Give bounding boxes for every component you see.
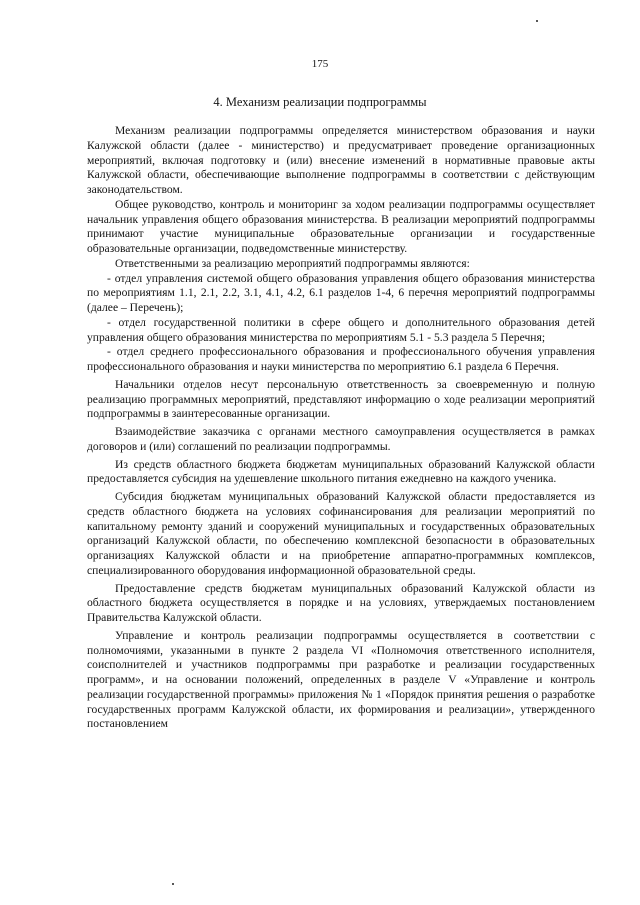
paragraph-general-management: Общее руководство, контроль и мониторинг за ходом реализации подпрограммы осуществляет начальник управления общего образования министерства. В реализации мероприятий подпрограммы принимают участие муниципальные образовательные организации и государственные образовательные организации, подведомственные министерству.	[87, 197, 595, 255]
paragraph-interaction: Взаимодействие заказчика с органами местного самоуправления осуществляется в рамках договоров и (или) соглашений по реализации подпрограммы.	[87, 425, 595, 453]
paragraph-mechanism: Механизм реализации подпрограммы определяется министерством образования и науки Калужской области (далее - министерство) и предусматривает проведение организационных мероприятий, включая подготовку и (или) внесение изменений в нормативные правовые акты Калужской области, обеспечивающие выполнение подпрограммы в соответствии с действующим законодательством.	[87, 124, 595, 196]
paragraph-responsible-intro: Ответственными за реализацию мероприятий подпрограммы являются:	[115, 256, 470, 270]
list-item-responsible: - отдел государственной политики в сфере общего и дополнительного образования детей управления общего образования министерства по мероприятиям 5.1 - 5.3 раздела 5 Перечня;	[87, 315, 595, 344]
list-item-responsible: - отдел среднего профессионального образования и профессионального обучения управления профессионального образования и науки министерства по мероприятию 6.1 раздела 6 Перечня.	[87, 345, 595, 373]
scan-speck	[172, 883, 174, 885]
scan-speck	[536, 20, 538, 22]
page-number: 175	[311, 58, 329, 70]
paragraph-management-control: Управление и контроль реализации подпрограммы осуществляется в соответствии с полномочиями, указанными в пункте 2 раздела VI «Полномочия ответственного исполнителя, соисполнителей и участников подпрограммы при разработке и реализации государственных программ», и на основании положений, определенных в разделе V «Управление и контроль реализации государственной программы» приложения № 1 «Порядок принятия решения о разработке государственных программ Калужской области, их формирования и реализации», утвержденного постановлением	[87, 628, 595, 731]
body-text	[87, 124, 595, 732]
list-item-responsible: - отдел управления системой общего образования управления общего образования министерства по мероприятиям 1.1, 2.1, 2.2, 3.1, 4.1, 4.2, 6.1 разделов 1-4, 6 перечня мероприятий подпрограммы (далее – Перечень);	[87, 271, 595, 314]
paragraph-cofinancing-subsidy: Субсидия бюджетам муниципальных образований Калужской области предоставляется из средств областного бюджета на условиях софинансирования для реализации мероприятий по капитальному ремонту зданий и сооружений муниципальных и государственных образовательных организаций Калужской области, по обеспечению комплексной безопасности в образовательных организациях Калужской области и на приобретение аппаратно-программных комплексов, специализированного оборудования информационной образовательной среды.	[87, 490, 595, 577]
paragraph-school-meals-subsidy: Из средств областного бюджета бюджетам муниципальных образований Калужской области предоставляется субсидия на удешевление школьного питания ежедневно на каждого ученика.	[87, 457, 595, 486]
section-title: 4. Механизм реализации подпрограммы	[213, 95, 427, 109]
paragraph-department-heads: Начальники отделов несут персональную ответственность за своевременную и полную реализацию программных мероприятий, представляют информацию о ходе реализации мероприятий подпрограммы в заинтересованные организации.	[87, 377, 595, 421]
paragraph-funds-provision: Предоставление средств бюджетам муниципальных образований Калужской области из областного бюджета осуществляется в порядке и на условиях, утверждаемых постановлением Правительства Калужской области.	[87, 581, 595, 624]
